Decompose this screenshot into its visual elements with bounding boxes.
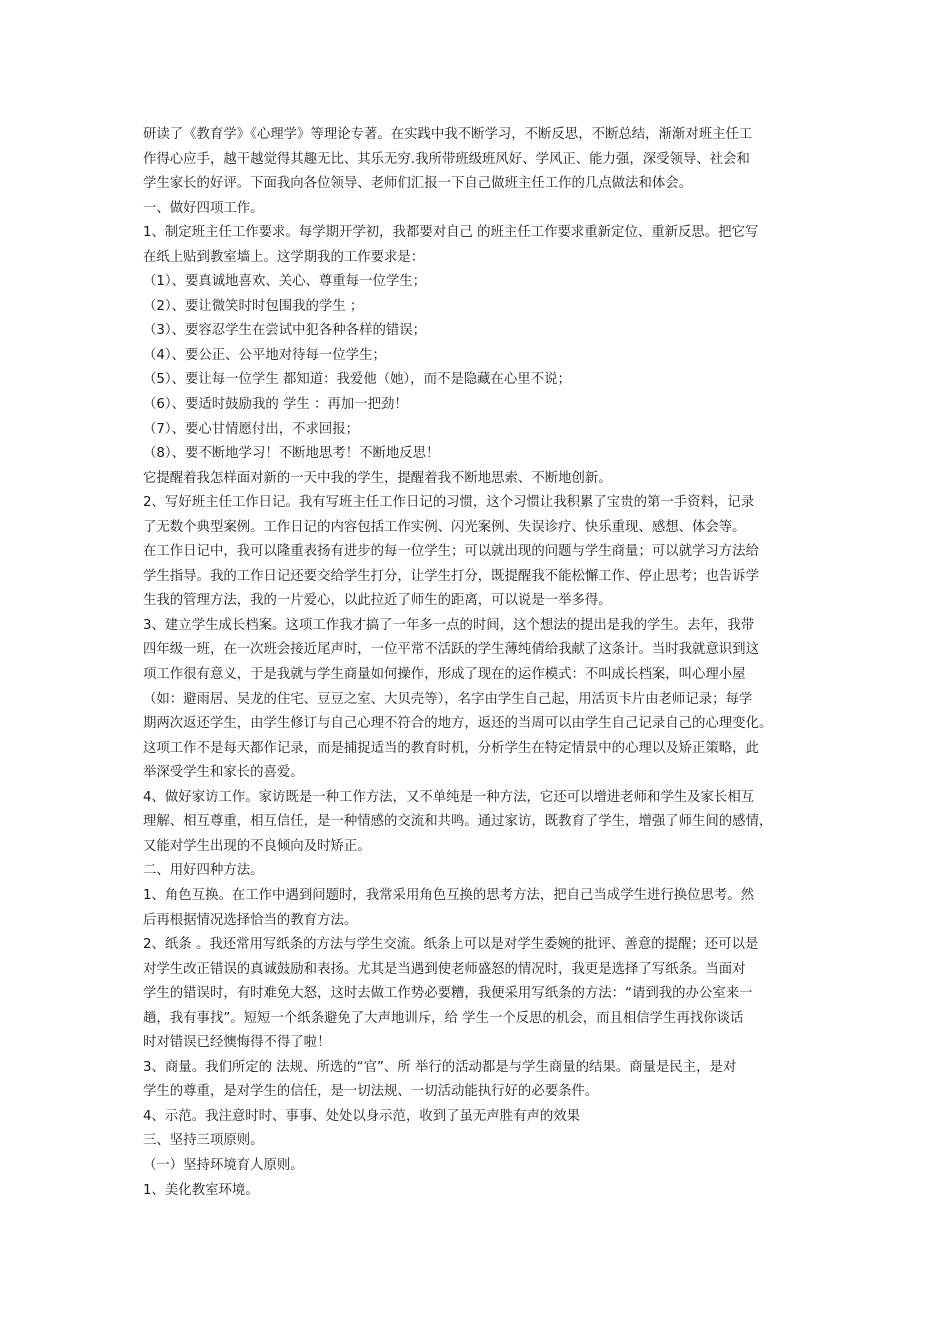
text-line: 期两次返还学生，由学生修订与自己心理不符合的地方，返还的当周可以由学生自己记录自己的心理变化。 xyxy=(143,716,773,732)
text-line: 学生指导。我的工作日记还要交给学生打分，让学生打分，既提醒我不能松懈工作、停止思考；也告诉学 xyxy=(143,568,759,584)
text-line: 学生的错误时，有时难免大怒，这时去做工作势必要糟，我便采用写纸条的方法：“请到我的办公室来一 xyxy=(143,986,753,1002)
text-line: 4、示范。我注意时时、事事、处处以身示范，收到了虽无声胜有声的效果 xyxy=(143,1108,581,1124)
text-line: 1、制定班主任工作要求。每学期开学初，我都要对自己 的班主任工作要求重新定位、重新反思。把它写 xyxy=(143,225,759,241)
text-line: 后再根据情况选择恰当的教育方法。 xyxy=(143,912,358,928)
text-line: 1、角色互换。在工作中遇到问题时，我常采用角色互换的思考方法，把自己当成学生进行换位思考。然 xyxy=(143,887,755,903)
text-line: 作得心应手，越干越觉得其趣无比、其乐无穷.我所带班级班风好、学风正、能力强，深受领导、社会和 xyxy=(143,151,750,167)
text-line: 2、写好班主任工作日记。我有写班主任工作日记的习惯，这个习惯让我积累了宝贵的第一手资料，记录 xyxy=(143,495,755,511)
section-heading: 三、坚持三项原则。 xyxy=(143,1133,264,1149)
list-item: （1）、要真诚地喜欢、关心、尊重每一位学生； xyxy=(143,274,427,290)
text-line: 研读了《教育学》《心理学》等理论专著。在实践中我不断学习，不断反思，不断总结，渐渐对班主任工 xyxy=(143,127,753,142)
text-line: 1、美化教室环境。 xyxy=(143,1182,259,1198)
text-line: （如：避雨居、吴龙的住宅、豆豆之室、大贝壳等），名字由学生自己起，用活页卡片由老师记录；每学 xyxy=(143,691,753,707)
text-line: 2、纸条 。我还常用写纸条的方法与学生交流。纸条上可以是对学生委婉的批评、善意的提醒；还可以是 xyxy=(143,937,759,953)
text-line: 3、商量。我们所定的 法规、所选的“官”、所 举行的活动都是与学生商量的结果。商量是民主，是对 xyxy=(143,1059,737,1075)
text-line: 举深受学生和家长的喜爱。 xyxy=(143,765,304,781)
text-line: 四年级一班，在一次班会接近尾声时，一位平常不活跃的学生薄纯倩给我献了这条计。当时我就意识到这 xyxy=(143,642,759,658)
text-line: 它提醒着我怎样面对新的一天中我的学生，提醒着我不断地思索、不断地创新。 xyxy=(143,470,612,486)
text-line: 4、做好家访工作。家访既是一种工作方法，又不单纯是一种方法，它还可以增进老师和学生及家长相互 xyxy=(143,789,755,805)
list-item: （5）、要让每一位学生 都知道：我爱他（她），而不是隐藏在心里不说； xyxy=(143,372,571,388)
text-line: 对学生改正错误的真诚鼓励和表扬。尤其是当遇到使老师盛怒的情况时，我更是选择了写纸条。当面对 xyxy=(143,961,746,977)
list-item: （3）、要容忍学生在尝试中犯各种各样的错误； xyxy=(143,323,427,339)
subsection-heading: （一）坚持环境育人原则。 xyxy=(143,1157,304,1173)
text-line: 学生的尊重，是对学生的信任，是一切法规、一切活动能执行好的必要条件。 xyxy=(143,1084,599,1100)
list-item: （4）、要公正、公平地对待每一位学生； xyxy=(143,347,386,363)
text-line: 在纸上贴到教室墙上。这学期我的工作要求是： xyxy=(143,249,425,265)
text-line: 时对错误已经懊悔得不得了啦！ xyxy=(143,1035,331,1051)
text-line: 生我的管理方法，我的一片爱心，以此拉近了师生的距离，可以说是一举多得。 xyxy=(143,593,612,609)
section-heading: 一、做好四项工作。 xyxy=(143,200,264,216)
text-line: 趟，我有事找”。短短一个纸条避免了大声地训斥，给 学生一个反思的机会，而且相信学生再找你谈话 xyxy=(143,1010,744,1026)
text-line: 学生家长的好评。下面我向各位领导、老师们汇报一下自己做班主任工作的几点做法和体会。 xyxy=(143,176,693,192)
text-line: 项工作很有意义，于是我就与学生商量如何操作，形成了现在的运作模式：不叫成长档案，叫心理小屋 xyxy=(143,667,746,683)
list-item: （8）、要不断地学习！不断地思考！不断地反思！ xyxy=(143,446,440,462)
list-item: （6）、要适时鼓励我的 学生 ：再加一把劲！ xyxy=(143,397,408,413)
list-item: （7）、要心甘情愿付出，不求回报； xyxy=(143,421,360,437)
text-line: 了无数个典型案例。工作日记的内容包括工作实例、闪光案例、失误诊疗、快乐重现、感想、体会等。 xyxy=(143,519,746,535)
text-line: 在工作日记中，我可以隆重表扬有进步的每一位学生；可以就出现的问题与学生商量；可以就学习方法给 xyxy=(143,544,759,560)
text-line: 3、建立学生成长档案。这项工作我才搞了一年多一点的时间，这个想法的提出是我的学生。去年，我带 xyxy=(143,617,755,633)
list-item: （2）、要让微笑时时包围我的学生 ； xyxy=(143,298,364,314)
text-line: 又能对学生出现的不良倾向及时矫正。 xyxy=(143,838,371,854)
text-line: 理解、相互尊重，相互信任，是一种情感的交流和共鸣。通过家访，既教育了学生，增强了师生间的感情， xyxy=(143,814,773,830)
document-body xyxy=(143,123,813,1203)
text-line: 这项工作不是每天都作记录，而是捕捉适当的教育时机，分析学生在特定情景中的心理以及矫正策略，此 xyxy=(143,740,759,756)
section-heading: 二、用好四种方法。 xyxy=(143,863,264,879)
